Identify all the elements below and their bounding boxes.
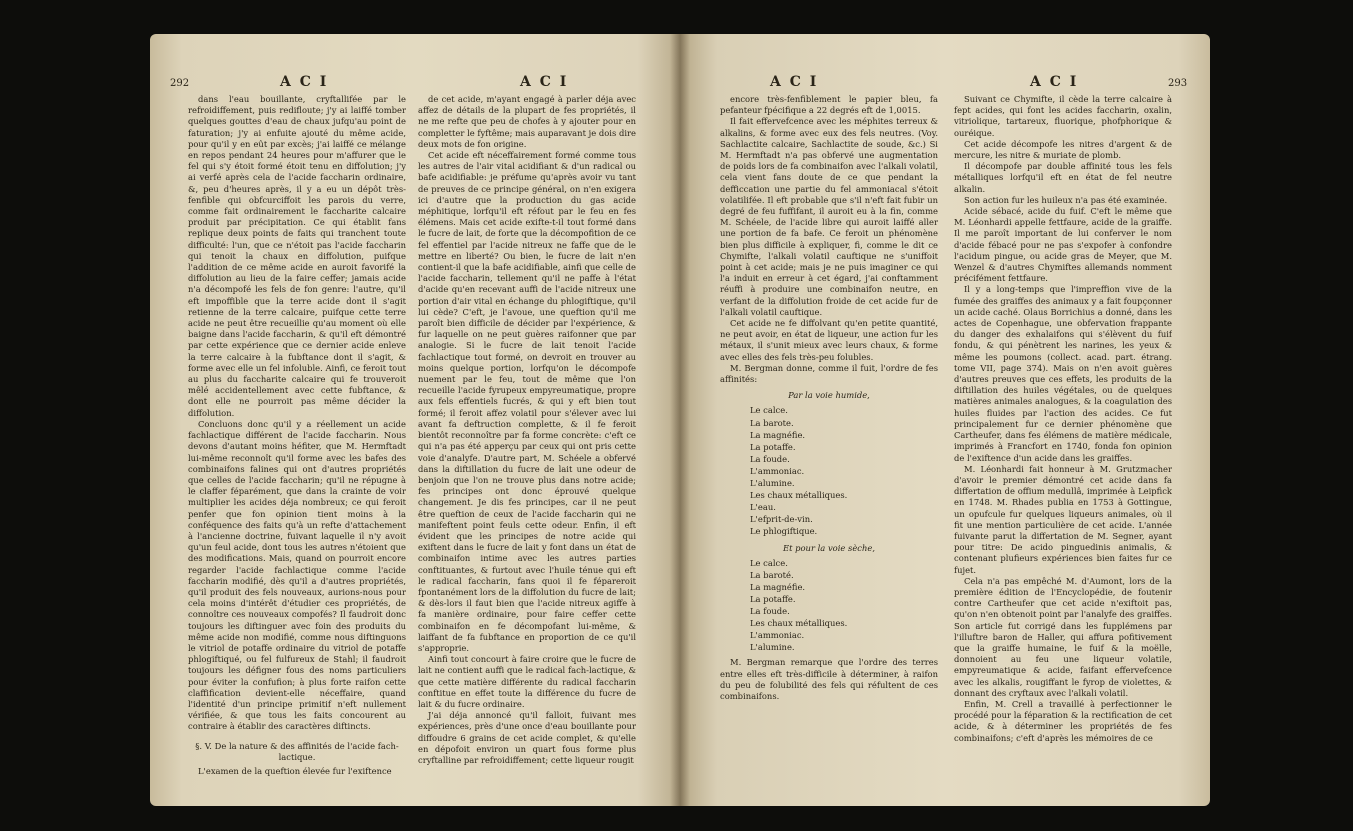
paragraph: M. Bergman remarque que l'ordre des terres entre elles eft très-difficile à déterminer, à raifon du peu de folubilité des fels qui réfultent de ces combinaifons.	[720, 657, 938, 702]
list-item: Les chaux métalliques.	[750, 618, 848, 629]
list-item: Les chaux métalliques.	[750, 490, 848, 501]
page-number-right: 293	[1168, 78, 1188, 89]
list-item: Le calce.	[750, 405, 788, 416]
list-item: La barote.	[750, 417, 794, 428]
list-item: La magnéfie.	[750, 581, 806, 592]
paragraph: Il fait effervefcence avec les méphites terreux & alkalins, & forme avec eux des fels neutres. (Voy. Sachlactite calcaire, Sachlactite de soude, &c.) Si M. Hermftadt n'a pas obfervé une augmentation de poids lors de fa combinaifon avec l'alkali volatil, cela vient fans doute de ce que pendant la defficcation une partie du fel ammoniacal s'étoit volatilifée. Il eft probable que s'il n'eft fait fubir un degré de feu fuffifant, il auroit eu à la fin, comme M. Schéele, de l'acide libre qui auroit laiffé aller une portion de fa bafe. Ce feroit un phénomène bien plus difficile à expliquer, fi, comme le dit ce Chymifte, l'alkali volatil cauftique ne s'uniffoit point à cet acide; mais je ne puis imaginer ce qui l'a induit en erreur à cet égard, j'ai conftamment réuffi à produire une combinaifon neutre, en verfant de la diffolution froide de cet acide fur de l'alkali volatil cauftique.	[720, 116, 938, 317]
paragraph: de cet acide, m'ayant engagé à parler déja avec affez de détails de la plupart de fes propriétés, il ne me refte que peu de chofes à y ajouter pour en completter le fyftême; mais auparavant je dois dire deux mots de fon origine.	[418, 94, 636, 149]
right-column-1	[720, 94, 938, 794]
dry-title: Et pour la voie sèche,	[783, 542, 875, 553]
list-item: La magnéfie.	[750, 429, 806, 440]
list-item: Le phlogiftique.	[750, 526, 818, 537]
paragraph: Cet acide ne fe diffolvant qu'en petite quantité, ne peut avoir, en état de liqueur, une action fur les métaux, il s'unit mieux avec leurs chaux, & forme avec elles des fels très-peu folubles.	[720, 318, 938, 362]
list-item: La potaffe.	[750, 594, 796, 604]
humid-affinity-list	[750, 404, 938, 537]
paragraph: Cet acide eft néceffairement formé comme tous les autres de l'air vital acidifiant & d'un radical ou bafe acidifiable: je préfume qu'après avoir vu tant de preuves de ce principe général, on n'en exigera ici d'autre que la production du gas acide méphitique, lorfqu'il eft réfout par le feu en fes élémens. Mais cet acide exifte-t-il tout formé dans le fucre de lait, de forte que la décompofition de ce fel effentiel par l'acide nitreux ne faffe que de le mettre en liberté? Ou bien, le fucre de lait n'en contient-il que la bafe acidifiable, ainfi que celle de l'acide faccharin, tellement qu'il ne paffe à l'état d'acide qu'en recevant auffi de l'acide nitreux une portion d'air vital en échange du phlogiftique, qu'il lui cède? C'eft, je l'avoue, une queftion qu'il me paroît bien difficile de décider par l'expérience, & fur laquelle on ne peut guères raifonner que par analogie. Si le fucre de lait tenoit l'acide fachlactique tout formé, on devroit en trouver au moins quelque portion, lorfqu'on le décompofe nuement par le feu, tout de même que l'on recueille l'acide fyrupeux empyreumatique, propre aux fels effentiels fucrés, & qui y eft bien tout formé; il feroit affez volatil pour s'élever avec lui avant fa deftruction complette, & il fe feroit bientôt reconnoître par fa forme concrète: c'eft ce qui n'a pas été apperçu par ceux qui ont pris cette voie d'analyfe. D'autre part, M. Schéele a obfervé dans la diftillation du fucre de lait une odeur de benjoin que l'on ne trouve plus dans notre acide; fes principes ont donc éprouvé quelque changement. Je dis fes principes, car il ne peut être queftion de ceux de l'acide faccharin qui ne manifeftent point feuls cette odeur. Enfin, il eft évident que les principes de notre acide qui exiftent dans le fucre de lait y font dans un état de combinaifon intime avec les autres parties conftituantes, & furtout avec l'huile ténue qui eft le radical faccharin, fans quoi il fe fépareroit fpontanément lors de la diffolution du fucre de lait; & dès-lors il faut bien que l'acide nitreux agiffe à fa manière ordinaire, pour faire ceffer cette combinaifon en fe décompofant lui-même, & laiffant de fa fubftance en proportion de ce qu'il s'approprie.	[418, 150, 636, 653]
paragraph: Enfin, M. Crell a travaillé à perfectionner le procédé pour la féparation & la rectification de cet acide, & à déterminer les propriétés de fes combinaifons; c'eft d'après les mémoires de ce	[954, 698, 1172, 743]
paragraph: M. Léonhardi fait honneur à M. Grutzmacher d'avoir le premier démontré cet acide dans fa differtation de offium medullâ, imprimée à Leipfick en 1748. M. Rhades publia en 1753 à Gottingue, un opufcule fur quelques liqueurs animales, où il fit une mention particulière de cet acide. L'année fuivante parut la differtation de M. Segner, ayant pour titre: De acido pinguedinis animalis, & contenant plufieurs expériences bien faites fur ce fujet.	[954, 463, 1172, 575]
running-head-right-1: A C I	[770, 74, 819, 90]
paragraph: M. Bergman donne, comme il fuit, l'ordre de fes affinités:	[720, 362, 938, 385]
paragraph: Suivant ce Chymifte, il cède la terre calcaire à fept acides, qui font les acides faccharin, oxalin, vitriolique, tartareux, fluorique, phofphorique & ouréique.	[954, 94, 1172, 138]
running-head-left-2: A C I	[520, 74, 569, 90]
dry-affinity-list	[750, 557, 938, 654]
left-column-2	[418, 94, 636, 794]
list-item: L'eau.	[750, 502, 776, 513]
paragraph: L'examen de la queftion élevée fur l'exiftence	[198, 765, 392, 776]
list-item: L'alumine.	[750, 642, 795, 653]
paragraph: Il y a long-temps que l'impreffion vive de la fumée des graiffes des animaux y a fait foupçonner un acide caché. Olaus Borrichius a donné, dans les actes de Copenhague, une obfervation frappante du danger des exhalaifons qui s'élèvent du fuif fondu, & qui pénètrent les narines, les yeux & même les poumons (collect. acad. part. étrang. tome VII, page 374). Mais on n'en avoit guères d'autres preuves que ces effets, les produits de la diftillation des huiles végétales, ou de quelques matières animales analogues, & la coagulation des huiles fluides par l'action des acides. Ce fut principalement fur ce dernier phénomène que Cartheufer, dans fes élémens de matière médicale, imprimés à Francfort en 1740, fonda fon opinion de l'exiftence d'un acide dans les graiffes.	[954, 284, 1172, 463]
paragraph: dans l'eau bouillante, cryftallifée par le refroidiffement, puis redifloute; j'y ai laiffé tomber quelques gouttes d'eau de chaux jufqu'au point de faturation; j'y ai enfuite ajouté du même acide, pour qu'il y en eût par excès; j'ai laiffé ce mélange en repos pendant 24 heures pour m'affurer que le fel qui s'y étoit formé étoit tenu en diffolution; j'y ai verfé après cela de l'acide faccharin ordinaire, &, peu d'heures après, il y a eu un dépôt très-fenfible qui obfcurciffoit les parois du verre, comme fait ordinairement le faccharite calcaire produit par précipitation. Ce qui établit fans replique deux points de faits qui tranchent toute difficulté: l'un, que ce n'étoit pas l'acide faccharin qui tenoit la chaux en diffolution, puifque l'addition de ce même acide en auroit favorifé la diffolution au lieu de la faire ceffer; jamais acide n'a décompofé les fels de fon genre: l'autre, qu'il eft impoffible que la terre acide dont il s'agit retienne de la terre calcaire, puifque cette terre acide ne peut être recueillie qu'au moment où elle baigne dans l'acide faccharin, & qu'il eft démontré par cette expérience que ce dernier acide enleve la terre calcaire à la fubftance dont il s'agit, & forme avec elle un fel infoluble. Ainfi, ce feroit tout au plus du faccharite calcaire qui fe trouveroit mêlé accidentellement avec cette fubftance, & dont elle ne pourroit pas même décider la diffolution.	[188, 94, 406, 418]
list-item: L'ammoniac.	[750, 630, 805, 641]
paragraph: J'ai déja annoncé qu'il falloit, fuivant mes expériences, près d'une once d'eau bouillante pour diffoudre 6 grains de cet acide complet, & qu'elle en dépofoit environ un quart fous forme plus cryftalline par refroidiffement; cette liqueur rougit	[418, 710, 636, 765]
left-column-1	[188, 94, 406, 794]
list-item: La potaffe.	[750, 441, 796, 452]
humid-title: Par la voie humide,	[788, 390, 870, 401]
section-title: §. V. De la nature & des affinités de l'acide fach-lactique.	[195, 740, 399, 762]
list-item: La baroté.	[750, 569, 794, 580]
paragraph: Cela n'a pas empêché M. d'Aumont, lors de la première édition de l'Encyclopédie, de foutenir contre Cartheufer que cet acide n'exiftoit pas, qu'on n'en obtenoit point par l'analyfe des graiffes. Son article fut corrigé dans les fupplémens par l'illuftre baron de Haller, qui affura pofitivement que la graiffe humaine, le fuif & la moëlle, donnoient au feu une liqueur volatile, empyreumatique & acide, faifant effervefcence avec les alkalis, rougiffant le fyrop de violettes, & donnant des cryftaux avec l'alkali volatil.	[954, 575, 1172, 698]
list-item: L'efprit-de-vin.	[750, 514, 813, 525]
right-column-2	[954, 94, 1172, 794]
list-item: La foude.	[750, 453, 790, 464]
book-spread	[150, 34, 1210, 806]
list-item: Le calce.	[750, 557, 788, 568]
paragraph: Il décompofe par double affinité tous les fels métalliques lorfqu'il eft en état de fel neutre alkalin.	[954, 161, 1172, 194]
list-item: L'ammoniac.	[750, 465, 805, 476]
list-item: L'alumine.	[750, 478, 795, 489]
running-head-left-1: A C I	[280, 74, 329, 90]
paragraph: Son action fur les huileux n'a pas été examinée.	[964, 194, 1168, 205]
list-item: La foude.	[750, 606, 790, 617]
left-page	[150, 34, 680, 806]
paragraph: Acide sébacé, acide du fuif. C'eft le même que M. Léonhardi appelle fettfaure, acide de la graiffe. Il me paroît important de lui conferver le nom d'acide fébacé pour ne pas s'expofer à confondre l'acidum pingue, ou acide gras de Meyer, que M. Wenzel & d'autres Chymiftes allemands nomment précifément fettfaure.	[954, 206, 1172, 284]
right-page	[680, 34, 1210, 806]
paragraph: Ainfi tout concourt à faire croire que le fucre de lait ne contient auffi que le radical fach-lactique, & que cette matière différente du radical faccharin conftitue en effet toute la différence du fucre de lait & du fucre ordinaire.	[418, 654, 636, 709]
paragraph: encore très-fenfiblement le papier bleu, fa pefanteur fpécifique a 22 degrés eft de 1,0015.	[720, 94, 938, 116]
page-number-left: 292	[170, 78, 190, 89]
running-head-right-2: A C I	[1030, 74, 1079, 90]
paragraph: Cet acide décompofe les nitres d'argent & de mercure, les nitre & muriate de plomb.	[954, 138, 1172, 161]
book-gutter	[670, 34, 690, 806]
paragraph: Concluons donc qu'il y a réellement un acide fachlactique différent de l'acide faccharin. Nous devons d'autant moins héfiter, que M. Hermftadt lui-même reconnoît qu'il forme avec les bafes des combinaifons falines qui ont d'autres propriétés que celles de l'acide faccharin; qu'il ne répugne à le claffer féparément, que dans la crainte de voir multiplier les acides déja nombreux; ce qui feroit penfer que fon opinion tient moins à la conféquence des faits qu'à un refte d'attachement à l'ancienne doctrine, fuivant laquelle il n'y avoit qu'un feul acide, dont tous les autres n'étoient que des modifications. Mais, quand on pourroit encore regarder l'acide fachlactique comme l'acide faccharin modifié, dès qu'il a d'autres propriétés, qu'il produit des fels nouveaux, aurions-nous pour cela moins d'intérêt d'étudier ces propriétés, de connoître ces nouveaux compofés? Il faudroit donc toujours les diftinguer avec foin des produits du même acide non modifié, comme nous diftinguons le vitriol de potaffe ordinaire du vitriol de potaffe phlogiftiqué, ou fel fulfureux de Stahl; il faudroit toujours les défigner fous des noms particuliers pour éviter la confufion; à plus forte raifon cette claffification devient-elle néceffaire, quand l'identité d'un principe primitif n'eft nullement vérifiée, & que tous les faits concourent au contraire à établir des caractères diftincts.	[188, 418, 406, 732]
